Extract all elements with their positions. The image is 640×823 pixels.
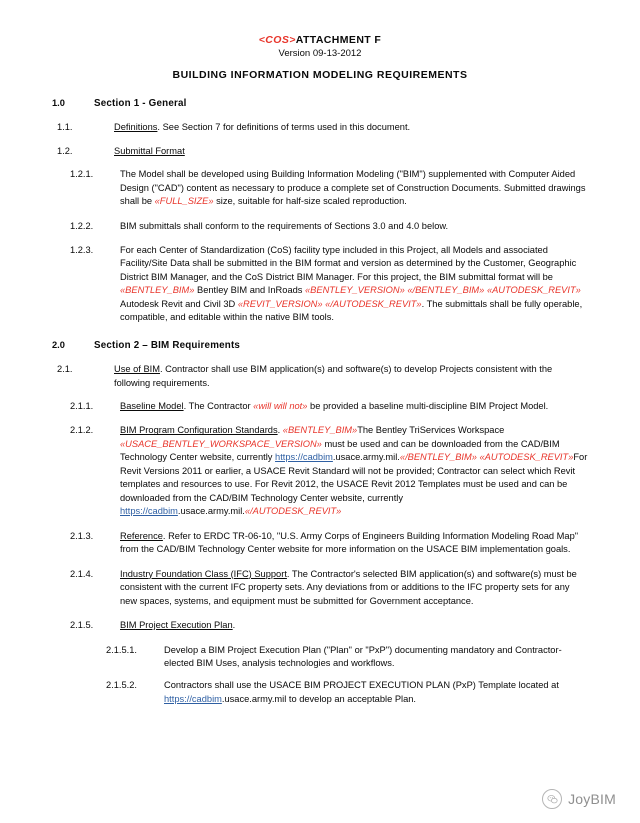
section-number: 2.1.2. [70, 425, 94, 436]
section-text: . The Contractor's selected BIM application(s) and software(s) must be consistent with the current IFC property sets. Any deviations from or additions to the IFC property sets for any new spaces, systems, and equipment must be submitted for Government acceptance. [120, 568, 577, 606]
section-body [120, 530, 588, 557]
wechat-icon [542, 789, 562, 809]
section-1-2-1 [52, 168, 588, 208]
section-lead-in: Industry Foundation Class (IFC) Support [120, 568, 287, 579]
section-lead-in: Reference [120, 530, 163, 541]
section-number: 1.2.2. [70, 220, 94, 231]
section-2-1-4 [52, 568, 588, 608]
version-line: Version 09-13-2012 [278, 48, 362, 59]
section-lead-in: Use of BIM [114, 364, 160, 375]
section-1-0 [52, 97, 588, 111]
section-lead-in: BIM Project Execution Plan [120, 620, 233, 631]
section-number: 2.1.4. [70, 568, 94, 579]
section-text: The Model shall be developed using Building Information Modeling ("BIM") supplemented with Computer Aided Design ("CAD") content as necessary to produce a complete set of Construction Documents. Submitted drawings shall be «FULL_SIZE» size, suitable for half-size scaled reproduction. [120, 169, 586, 207]
section-2-1-5-1 [52, 644, 588, 671]
section-lead-in: Baseline Model [120, 400, 184, 411]
section-text: . «BENTLEY_BIM»The Bentley TriServices Workspace «USACE_BENTLEY_WORKSPACE_VERSION» must be used and can be downloaded from the CAD/BIM Technology Center website, currently https://cadbim.usace.army.mil.«/BENTLEY_BIM» «AUTODESK_REVIT»For Revit Versions 2011 or earlier, a USACE Revit Standard will not be provided; Contractor can select which Revit templates and resources to use. For Revit 2012, the USACE Revit 2012 Templates must be used and can be downloaded from the CAD/BIM Technology Center website, currently https://cadbim.usace.army.mil.«/AUTODESK_REVIT» [120, 425, 588, 517]
section-1-2 [52, 145, 588, 158]
section-lead-in: BIM Program Configuration Standards [120, 425, 278, 436]
section-1-1 [52, 121, 588, 134]
section-2-0 [52, 339, 588, 353]
section-lead-in: Submittal Format [114, 145, 185, 156]
section-number: 2.1.5.2. [106, 680, 138, 691]
section-body [120, 568, 588, 608]
section-number: 2.1.5. [70, 620, 94, 631]
section-text: . Refer to ERDC TR-06-10, "U.S. Army Corps of Engineers Building Information Modeling Road Map" from the CAD/BIM Technology Center website for more information on the USACE BIM implementation goals. [120, 530, 579, 555]
section-text: . [232, 620, 236, 631]
section-text: Develop a BIM Project Execution Plan ("Plan" or "PxP") documenting mandatory and Contractor-elected BIM Uses, analysis technologies and workflows. [164, 644, 562, 668]
section-number: 2.1.3. [70, 530, 94, 541]
section-text: Contractors shall use the USACE BIM PROJECT EXECUTION PLAN (PxP) Template located at https://cadbim.usace.army.mil to develop an acceptable Plan. [164, 680, 559, 704]
watermark-label: JoyBIM [568, 791, 616, 807]
section-2-1 [52, 363, 588, 390]
section-2-1-2 [52, 424, 588, 518]
section-heading: Section 2 – BIM Requirements [94, 339, 241, 351]
section-2-1-5 [52, 619, 588, 632]
section-text: BIM submittals shall conform to the requirements of Sections 3.0 and 4.0 below. [120, 220, 449, 231]
page-title [52, 34, 588, 46]
section-number: 1.2. [57, 145, 73, 156]
cos-tag: <COS> [258, 34, 296, 46]
section-heading: Section 1 - General [94, 98, 187, 109]
section-2-1-3 [52, 530, 588, 557]
section-number: 2.1. [57, 364, 73, 375]
section-lead-in: Definitions [114, 122, 158, 133]
section-text: . Contractor shall use BIM application(s) and software(s) to develop Projects consistent with the following requirements. [114, 364, 553, 388]
section-body [120, 400, 588, 413]
section-body [120, 619, 588, 632]
document-subtitle: BUILDING INFORMATION MODELING REQUIREMENTS [172, 69, 468, 81]
section-number: 2.1.5.1. [106, 644, 138, 655]
watermark [542, 789, 616, 809]
section-number: 2.0 [52, 339, 65, 350]
section-1-2-3 [52, 244, 588, 325]
section-number: 1.2.1. [70, 169, 94, 180]
section-text: . See Section 7 for definitions of terms used in this document. [157, 122, 411, 133]
attachment-title: ATTACHMENT F [295, 34, 382, 46]
section-body [114, 363, 588, 390]
section-2-1-1 [52, 400, 588, 413]
section-number: 1.1. [57, 122, 73, 133]
section-1-2-2 [52, 220, 588, 233]
section-number: 2.1.1. [70, 400, 94, 411]
section-text: For each Center of Standardization (CoS) facility type included in this Project, all Models and associated Facility/Site Data shall be submitted in the BIM format and version as determined by the Customer, Geographic District BIM Manager, and the CoS District BIM Manager. For this project, the BIM submittal format will be «BENTLEY_BIM» Bentley BIM and InRoads «BENTLEY_VERSION» «/BENTLEY_BIM» «AUTODESK_REVIT» Autodesk Revit and Civil 3D «REVIT_VERSION» «/AUTODESK_REVIT». The submittals shall be fully operable, compatible, and editable within the native BIM tools. [120, 245, 583, 323]
section-body [114, 145, 588, 158]
section-number: 1.2.3. [70, 245, 94, 256]
document-header [52, 34, 588, 81]
section-body [114, 121, 588, 134]
section-2-1-5-2 [52, 679, 588, 706]
section-number: 1.0 [52, 98, 65, 108]
section-body [120, 424, 588, 518]
section-text: . The Contractor «will will not» be provided a baseline multi-discipline BIM Project Model. [183, 400, 549, 411]
